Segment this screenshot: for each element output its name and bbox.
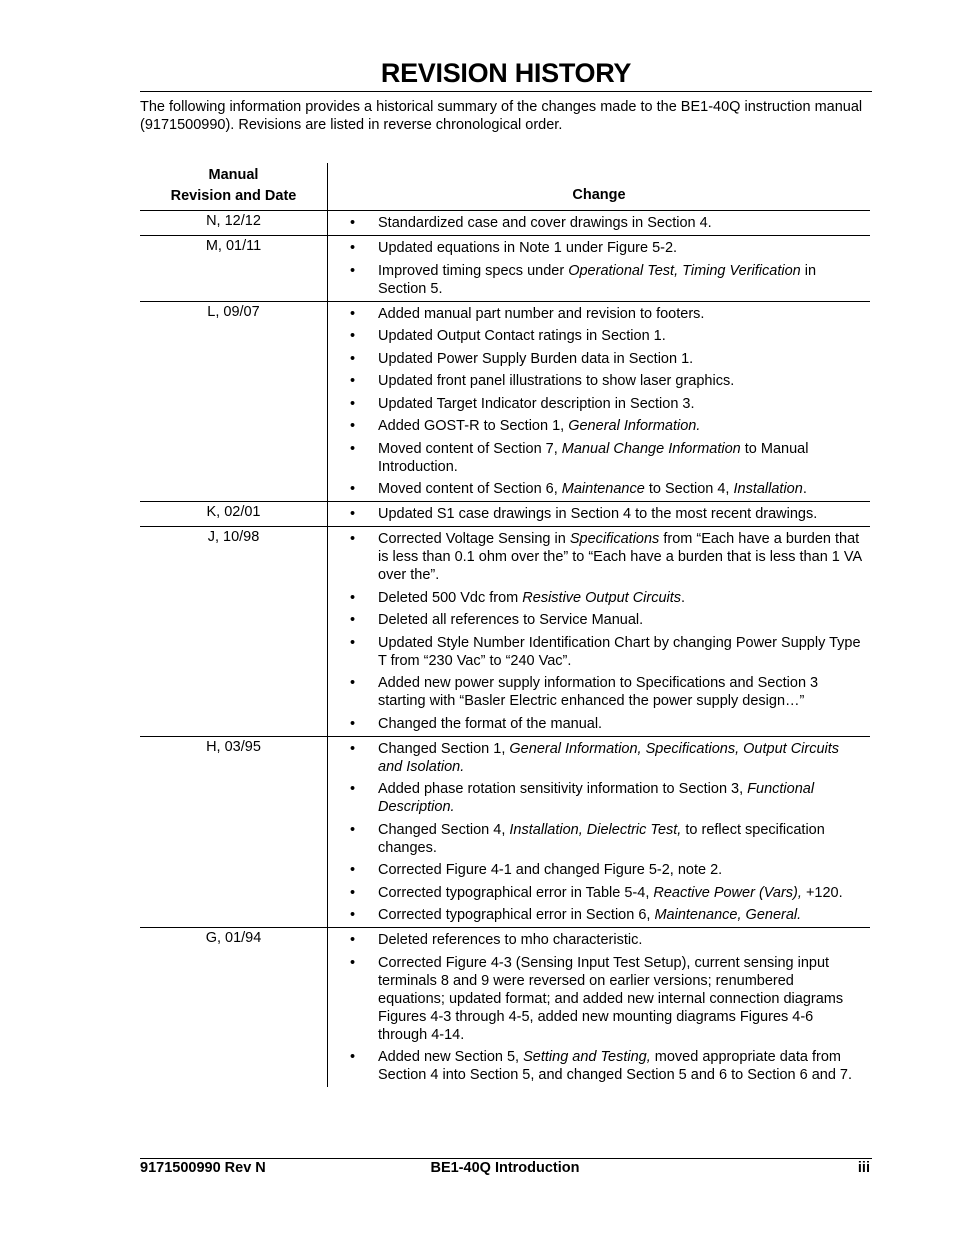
change-text: Corrected Voltage Sensing in bbox=[378, 531, 570, 547]
change-text: Moved content of Section 7, bbox=[378, 440, 562, 457]
footer-part-number: 9171500990 Rev N bbox=[140, 1160, 266, 1176]
change-text: Updated Output Contact ratings in Section 1. bbox=[378, 328, 666, 344]
bullet-icon: • bbox=[350, 440, 356, 457]
change-item bbox=[328, 906, 864, 924]
page-title: REVISION HISTORY bbox=[380, 58, 632, 88]
change-text: Corrected Figure 4-3 (Sensing Input Test Setup), current sensing input terminals 8 and 9 were reversed on earlier versions; renumbered equations; updated format; and added new internal connection diagrams Figures 4-3 through 4-5, added new mounting diagrams Figures 4-6 through 4-14. bbox=[378, 954, 844, 1043]
change-text: Added new power supply information to Specifications and Section 3 starting with “Basler Electric enhanced the power supply design…” bbox=[378, 675, 819, 709]
table-row bbox=[140, 527, 870, 737]
change-item bbox=[328, 214, 864, 232]
change-cell bbox=[327, 928, 870, 1087]
change-text: to Section 4, bbox=[644, 481, 734, 497]
change-item bbox=[328, 931, 864, 949]
change-cell bbox=[327, 502, 870, 526]
change-item bbox=[328, 480, 864, 498]
change-text-italic: Setting and Testing, bbox=[523, 1049, 651, 1065]
change-cell bbox=[327, 211, 870, 235]
intro-paragraph: The following information provides a historical summary of the changes made to the BE1-40Q instruction manual (9171500990). Revisions are listed in reverse chronological order. bbox=[140, 99, 863, 133]
bullet-icon: • bbox=[350, 240, 356, 256]
change-list bbox=[328, 530, 864, 733]
change-cell bbox=[327, 302, 870, 502]
revision-header-line2: Revision and Date bbox=[170, 188, 297, 204]
bullet-icon: • bbox=[350, 821, 356, 838]
revision-cell: G, 01/94 bbox=[205, 930, 262, 946]
bullet-icon: • bbox=[350, 305, 356, 322]
change-cell bbox=[327, 737, 870, 928]
bullet-icon: • bbox=[350, 1049, 356, 1065]
footer-divider bbox=[140, 1158, 872, 1159]
change-item bbox=[328, 395, 864, 413]
change-text-italic: General Information. bbox=[568, 418, 701, 434]
change-item bbox=[328, 350, 864, 368]
change-text: Corrected typographical error in Table 5-4, bbox=[378, 884, 654, 901]
change-item bbox=[328, 861, 864, 879]
bullet-icon: • bbox=[350, 506, 356, 522]
change-text-italic: Manual Change Information bbox=[561, 440, 741, 457]
change-text-italic: Installation bbox=[733, 481, 803, 497]
bullet-icon: • bbox=[350, 395, 356, 412]
change-item bbox=[328, 780, 864, 816]
change-text: Added new Section 5, bbox=[378, 1049, 524, 1065]
bullet-icon: • bbox=[350, 350, 356, 367]
change-text: Deleted 500 Vdc from bbox=[378, 589, 523, 606]
revision-cell: K, 02/01 bbox=[206, 504, 261, 520]
bullet-icon: • bbox=[350, 954, 356, 971]
revision-column-header bbox=[140, 163, 327, 210]
revision-cell: H, 03/95 bbox=[206, 738, 261, 755]
table-row bbox=[140, 211, 870, 236]
bullet-icon: • bbox=[350, 715, 356, 732]
change-item bbox=[328, 505, 864, 523]
change-item bbox=[328, 740, 864, 776]
table-row bbox=[140, 236, 870, 302]
change-column-header: Change bbox=[327, 163, 870, 210]
bullet-icon: • bbox=[350, 634, 356, 651]
change-item bbox=[328, 674, 864, 710]
change-item bbox=[328, 611, 864, 629]
change-text: Changed the format of the manual. bbox=[378, 715, 603, 732]
bullet-icon: • bbox=[350, 215, 356, 231]
table-row bbox=[140, 737, 870, 929]
change-list bbox=[328, 214, 864, 232]
revision-table bbox=[140, 163, 870, 1087]
change-text: Updated Style Number Identification Chart by changing Power Supply Type T from “230 Vac” to “240 Vac”. bbox=[378, 634, 861, 669]
change-text-italic: Resistive Output Circuits bbox=[522, 589, 682, 606]
change-text-italic: Maintenance, General. bbox=[654, 907, 802, 923]
footer-document-title: BE1-40Q Introduction bbox=[430, 1160, 580, 1176]
change-text-italic: Specifications bbox=[569, 531, 660, 547]
change-text: Added GOST-R to Section 1, bbox=[378, 418, 569, 434]
change-item bbox=[328, 530, 864, 584]
change-text: Standardized case and cover drawings in Section 4. bbox=[378, 215, 712, 231]
table-row bbox=[140, 302, 870, 503]
change-text: Updated S1 case drawings in Section 4 to the most recent drawings. bbox=[378, 506, 818, 522]
change-text-italic: Installation, Dielectric Test, bbox=[509, 821, 682, 838]
table-header bbox=[140, 163, 870, 211]
table-row bbox=[140, 502, 870, 527]
change-text: moved appropriate data from Section 4 into Section 5, and changed Section 5 and 6 to Section 6 and 7. bbox=[378, 1049, 853, 1083]
revision-cell: L, 09/07 bbox=[207, 303, 260, 320]
bullet-icon: • bbox=[350, 884, 356, 901]
bullet-icon: • bbox=[350, 862, 356, 878]
bullet-icon: • bbox=[350, 932, 356, 948]
bullet-icon: • bbox=[350, 373, 356, 389]
table-row bbox=[140, 928, 870, 1087]
revision-cell: N, 12/12 bbox=[206, 213, 261, 229]
change-text-italic: Functional Description. bbox=[378, 781, 815, 815]
change-text-italic: Reactive Power (Vars), bbox=[653, 884, 802, 901]
change-text: Corrected Figure 4-1 and changed Figure 5-2, note 2. bbox=[378, 862, 723, 878]
change-item bbox=[328, 634, 864, 670]
change-item bbox=[328, 327, 864, 345]
change-text: from “Each have a burden that is less than 0.1 ohm over the” to “Each have a burden that is less than 1 VA over the”. bbox=[378, 531, 862, 583]
change-text: Improved timing specs under bbox=[378, 262, 569, 279]
revision-cell: M, 01/11 bbox=[205, 238, 262, 254]
change-text: Updated Target Indicator description in Section 3. bbox=[378, 395, 695, 412]
change-text: Deleted references to mho characteristic. bbox=[378, 932, 643, 948]
change-text: to reflect specification changes. bbox=[378, 821, 825, 856]
change-item bbox=[328, 262, 864, 298]
change-list bbox=[328, 505, 864, 523]
bullet-icon: • bbox=[350, 262, 356, 279]
change-item bbox=[328, 954, 864, 1044]
bullet-icon: • bbox=[350, 481, 356, 497]
bullet-icon: • bbox=[350, 531, 356, 547]
change-item bbox=[328, 239, 864, 257]
change-text: Changed Section 1, bbox=[378, 740, 510, 757]
change-text-italic: General Information, Specifications, Output Circuits and Isolation. bbox=[378, 740, 840, 775]
bullet-icon: • bbox=[350, 612, 356, 628]
change-item bbox=[328, 1048, 864, 1084]
change-text: . bbox=[681, 589, 686, 606]
footer-page-number: iii bbox=[857, 1160, 870, 1176]
change-item bbox=[328, 715, 864, 733]
change-item bbox=[328, 372, 864, 390]
bullet-icon: • bbox=[350, 328, 356, 344]
change-item bbox=[328, 440, 864, 476]
bullet-icon: • bbox=[350, 907, 356, 923]
change-text: Updated Power Supply Burden data in Section 1. bbox=[378, 350, 694, 367]
change-text: Updated equations in Note 1 under Figure 5-2. bbox=[378, 240, 678, 256]
change-cell bbox=[327, 527, 870, 736]
bullet-icon: • bbox=[350, 781, 356, 797]
change-text: Added manual part number and revision to footers. bbox=[378, 305, 705, 322]
change-text: Updated front panel illustrations to show laser graphics. bbox=[378, 373, 735, 389]
change-list bbox=[328, 239, 864, 298]
change-item bbox=[328, 417, 864, 435]
title-divider bbox=[140, 91, 872, 92]
revision-cell: J, 10/98 bbox=[207, 529, 260, 545]
change-text: to Manual Introduction. bbox=[378, 440, 809, 475]
change-item bbox=[328, 884, 864, 902]
revision-header-line1: Manual bbox=[208, 167, 259, 183]
change-list bbox=[328, 931, 864, 1084]
change-item bbox=[328, 821, 864, 857]
bullet-icon: • bbox=[350, 418, 356, 434]
change-item bbox=[328, 589, 864, 607]
change-list bbox=[328, 740, 864, 925]
change-text: Moved content of Section 6, bbox=[378, 481, 562, 497]
change-text-italic: Operational Test, Timing Verification bbox=[568, 262, 801, 279]
change-text: . bbox=[802, 481, 807, 497]
change-cell bbox=[327, 236, 870, 301]
change-text: Corrected typographical error in Section 6, bbox=[378, 907, 655, 923]
change-text: Deleted all references to Service Manual. bbox=[378, 612, 644, 628]
change-text: Changed Section 4, bbox=[378, 821, 510, 838]
bullet-icon: • bbox=[350, 675, 356, 691]
bullet-icon: • bbox=[350, 589, 356, 606]
change-text: Added phase rotation sensitivity information to Section 3, bbox=[378, 781, 748, 797]
bullet-icon: • bbox=[350, 740, 356, 757]
change-text: +120. bbox=[801, 884, 843, 901]
table-body bbox=[140, 211, 870, 1087]
change-list bbox=[328, 305, 864, 499]
change-item bbox=[328, 305, 864, 323]
change-text: in Section 5. bbox=[378, 262, 817, 297]
change-text-italic: Maintenance bbox=[561, 481, 645, 497]
